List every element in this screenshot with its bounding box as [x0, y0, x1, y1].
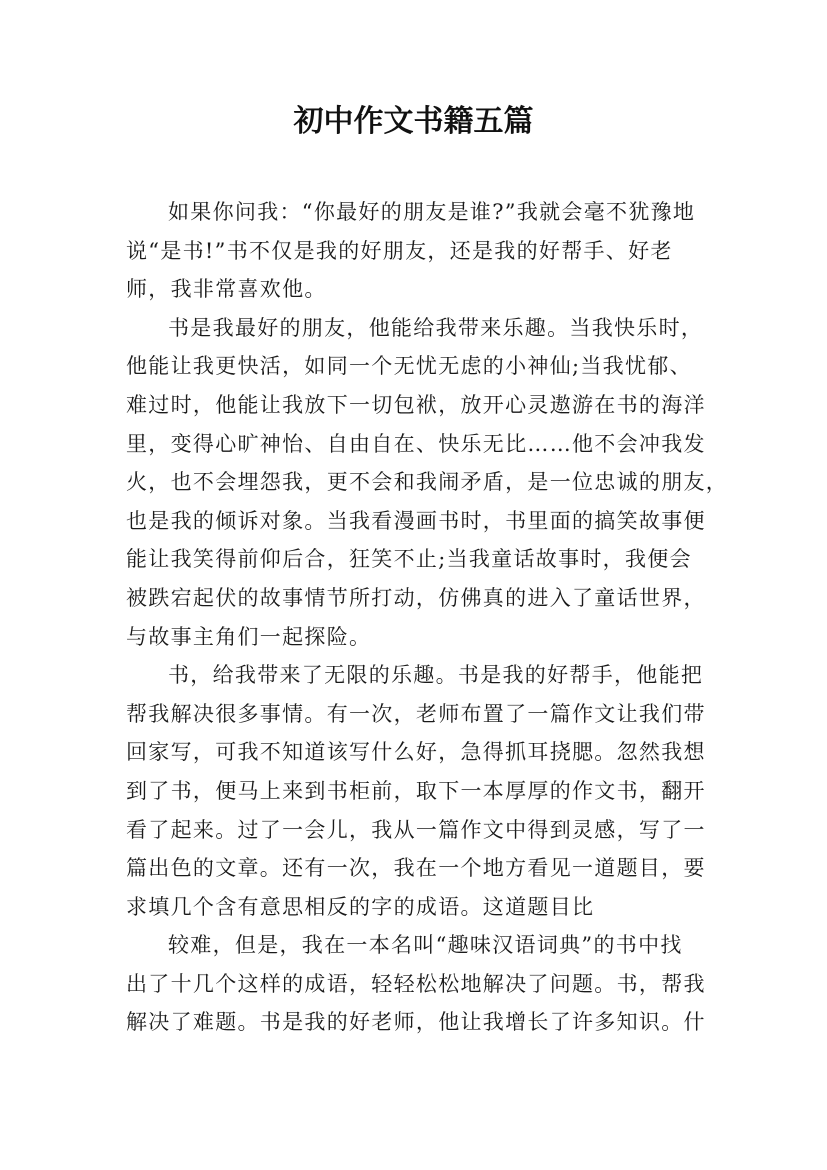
text-line: 书，给我带来了无限的乐趣。书是我的好帮手，他能把	[168, 663, 704, 688]
text-line: 篇出色的文章。还有一次，我在一个地方看见一道题目，要	[126, 856, 706, 881]
text-line: 解决了难题。书是我的好老师，他让我增长了许多知识。什	[126, 1010, 706, 1035]
text-line: 求填几个含有意思相反的字的成语。这道题目比	[126, 894, 595, 919]
text-line: 难过时，他能让我放下一切包袱，放开心灵遨游在书的海洋	[126, 392, 706, 417]
paragraph-4	[126, 926, 711, 1042]
paragraph-1	[126, 193, 711, 309]
text-line: 较难，但是，我在一本名叫“趣味汉语词典”的书中找	[168, 933, 683, 958]
text-line: 与故事主角们一起探险。	[126, 624, 372, 649]
text-line: 书是我最好的朋友，他能给我带来乐趣。当我快乐时，	[168, 315, 704, 340]
text-line: 回家写，可我不知道该写什么好，急得抓耳挠腮。忽然我想	[126, 740, 706, 765]
text-line: 到了书，便马上来到书柜前，取下一本厚厚的作文书，翻开	[126, 778, 706, 803]
document-body	[126, 193, 729, 1042]
text-line: 出了十几个这样的成语，轻轻松松地解决了问题。书，帮我	[126, 971, 706, 996]
paragraph-2	[126, 309, 729, 656]
text-line: 被跌宕起伏的故事情节所打动，仿佛真的进入了童话世界，	[126, 585, 706, 610]
text-line: 能让我笑得前仰后合，狂笑不止;当我童话故事时，我便会	[126, 547, 692, 572]
text-line: 说“是书!”书不仅是我的好朋友，还是我的好帮手、好老	[126, 238, 673, 263]
text-line: 如果你问我：“你最好的朋友是谁?”我就会毫不犹豫地	[168, 200, 696, 224]
text-line: 里，变得心旷神怡、自由自在、快乐无比……他不会冲我发	[126, 431, 706, 456]
text-line: 帮我解决很多事情。有一次，老师布置了一篇作文让我们带	[126, 701, 706, 726]
text-line: 师，我非常喜欢他。	[126, 277, 327, 302]
paragraph-3	[126, 656, 711, 926]
text-line: 也是我的倾诉对象。当我看漫画书时，书里面的搞笑故事便	[126, 508, 706, 533]
document-title: 初中作文书籍五篇	[293, 104, 534, 139]
text-line: 他能让我更快活，如同一个无忧无虑的小神仙;当我忧郁、	[126, 354, 692, 379]
text-line: 看了起来。过了一会儿，我从一篇作文中得到灵感，写了一	[126, 817, 706, 842]
text-line: 火，也不会埋怨我，更不会和我闹矛盾，是一位忠诚的朋友，	[126, 470, 729, 495]
